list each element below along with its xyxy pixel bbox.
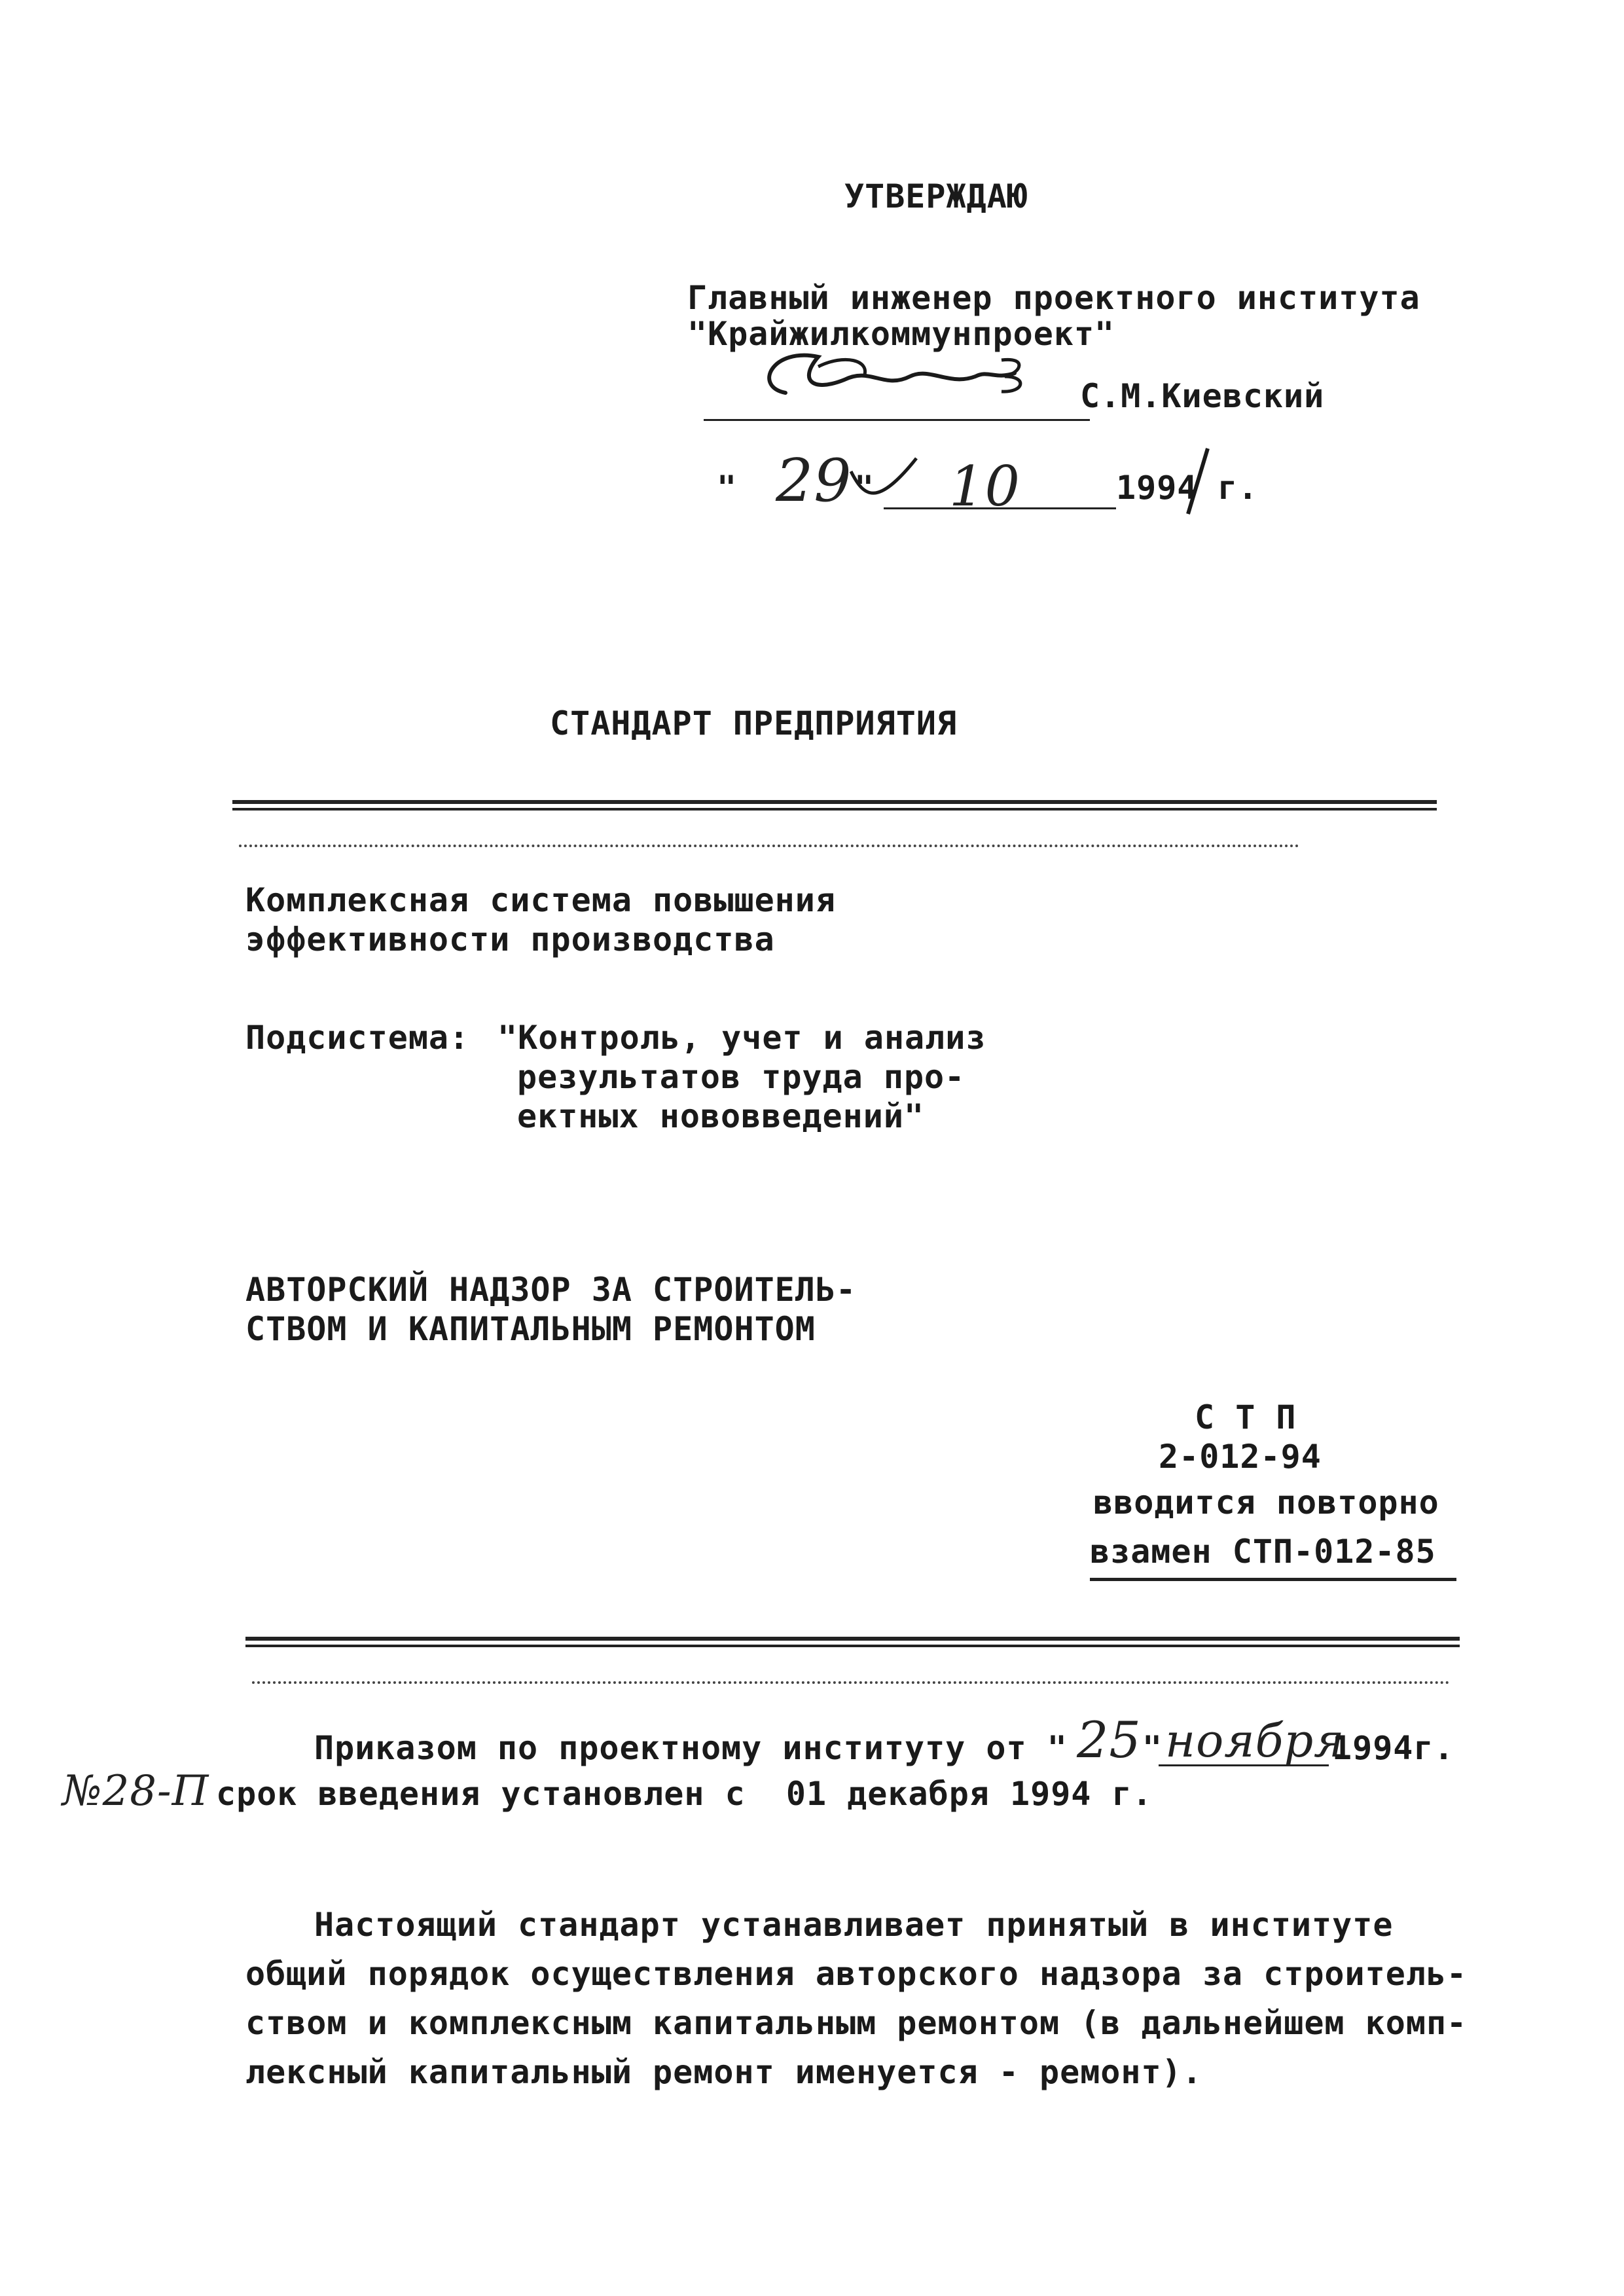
approval-signer: С.М.Киевский: [1080, 377, 1325, 415]
handwritten-signature: [713, 340, 1080, 412]
approval-position-line2: "Крайжилкоммунпроект": [687, 315, 1115, 353]
body-line4: лексный капитальный ремонт именуется - ремонт).: [245, 2053, 1202, 2091]
subsystem-line3: ектных нововведений": [517, 1097, 925, 1135]
order-year: 1994г.: [1332, 1729, 1454, 1767]
body-line3: ством и комплексным капитальным ремонтом (в дальнейшем комп-: [245, 2004, 1468, 2042]
body-line2: общий порядок осуществления авторского надзора за строитель-: [245, 1955, 1468, 1993]
code-line2: 2-012-94: [1159, 1438, 1322, 1476]
order-month-line: [1159, 1764, 1329, 1766]
subsystem-label: Подсистема:: [245, 1019, 470, 1057]
doc-title-line2: СТВОМ И КАПИТАЛЬНЫМ РЕМОНТОМ: [245, 1310, 816, 1348]
top-double-rule-2: [232, 808, 1437, 811]
order-margin-note: №28-П: [62, 1767, 209, 1815]
code-line4: взамен СТП-012-85: [1090, 1533, 1436, 1571]
date-check-stroke: [844, 452, 923, 517]
subsystem-line2: результатов труда про-: [517, 1058, 965, 1096]
approval-date-suffix: г.: [1218, 469, 1259, 507]
order-quote: ": [1142, 1729, 1163, 1767]
approval-date-year: 1994: [1116, 469, 1198, 507]
body-line1: Настоящий стандарт устанавливает принятый в институте: [314, 1906, 1394, 1944]
approval-date-day: 29: [776, 446, 852, 515]
code-underline: [1090, 1578, 1456, 1581]
standard-title: СТАНДАРТ ПРЕДПРИЯТИЯ: [550, 704, 958, 742]
bottom-double-rule-1: [245, 1637, 1460, 1641]
top-dotted-rule: [239, 845, 1299, 847]
code-line1: С Т П: [1195, 1398, 1297, 1436]
system-line1: Комплексная система повышения: [245, 881, 836, 919]
order-month: ноября: [1165, 1714, 1345, 1768]
approval-heading: УТВЕРЖДАЮ: [844, 177, 1028, 215]
bottom-double-rule-2: [245, 1645, 1460, 1647]
approval-date-close-quote: ": [854, 469, 875, 507]
subsystem-line1: "Контроль, учет и анализ: [497, 1019, 986, 1057]
approval-position-line1: Главный инженер проектного института: [687, 279, 1420, 317]
signature-line: [704, 419, 1090, 421]
order-text: Приказом по проектному институту от ": [314, 1729, 1068, 1767]
top-double-rule-1: [232, 800, 1437, 804]
code-line3: вводится повторно: [1093, 1484, 1439, 1522]
system-line2: эффективности производства: [245, 920, 775, 958]
order-line2: срок введения установлен с 01 декабря 1994 г.: [216, 1775, 1153, 1813]
doc-title-line1: АВТОРСКИЙ НАДЗОР ЗА СТРОИТЕЛЬ-: [245, 1271, 857, 1309]
bottom-dotted-rule: [252, 1681, 1450, 1684]
order-day: 25: [1077, 1711, 1142, 1769]
approval-date-month: 10: [949, 454, 1020, 519]
approval-date-open-quote: ": [717, 469, 738, 507]
year-correction-stroke: [1178, 445, 1218, 517]
